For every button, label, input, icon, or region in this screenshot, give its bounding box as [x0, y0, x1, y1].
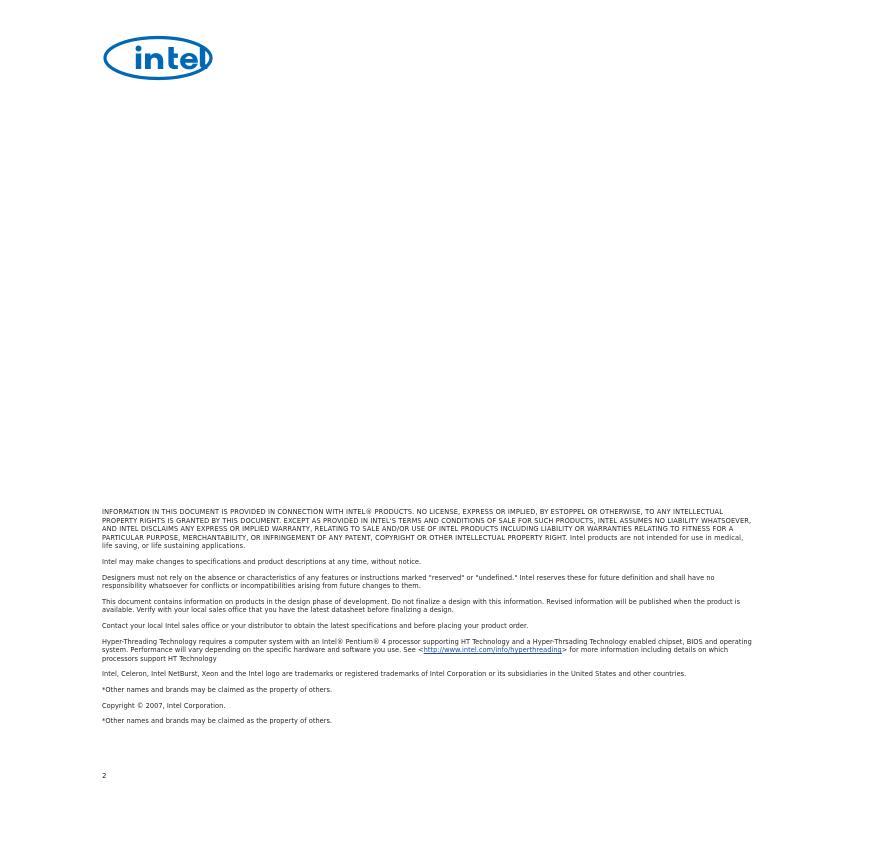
- legal-paragraph-other-names-2: *Other names and brands may be claimed as the property of others.: [102, 717, 333, 726]
- hyperthreading-text-after: > for more information including details on which processors support HT Technology: [102, 646, 729, 663]
- hyperthreading-text-before: Hyper-Threading Technology requires a computer system with an Intel® Pentium® 4 processor supporting HT Technology and a Hyper-Thrsading Technology enabled chipset, BIOS and operating system. Performance will vary depending on the specific hardware and software you use. See <: [102, 637, 752, 655]
- intel-logo: [102, 35, 214, 81]
- legal-paragraph-1: INFORMATION IN THIS DOCUMENT IS PROVIDED IN CONNECTION WITH INTEL® PRODUCTS. NO LICENSE, EXPRESS OR IMPLIED, BY ESTOPPEL OR OTHERWISE, TO ANY INTELLECTUAL PROPERTY RIGHTS IS GRANTED BY THIS DOCUMENT. EXCEPT AS PROVIDED IN INTEL'S TERMS AND CONDITIONS OF SALE FOR SUCH PRODUCTS, INTEL ASSUMES NO LIABILITY WHATSOEVER, AND INTEL DISCLAIMS ANY EXPRESS OR IMPLIED WARRANTY, RELATING TO SALE AND/OR USE OF INTEL PRODUCTS INCLUDING LIABILITY OR WARRANTIES RELATING TO FITNESS FOR A PARTICULAR PURPOSE, MERCHANTABILITY, OR INFRINGEMENT OF ANY PATENT, COPYRIGHT OR OTHER INTELLECTUAL PROPERTY RIGHT. Intel products are not intended for use in medical, life saving, or life sustaining applications.: [102, 508, 752, 551]
- legal-notice-block: [102, 508, 754, 733]
- legal-paragraph-2: Intel may make changes to specifications and product descriptions at any time, without notice.: [102, 557, 422, 566]
- hyperthreading-link[interactable]: http://www.intel.com/info/hyperthreading: [423, 646, 562, 655]
- page-number: 2: [102, 772, 107, 780]
- legal-paragraph-trademarks: Intel, Celeron, Intel NetBurst, Xeon and the Intel logo are trademarks or registered trademarks of Intel Corporation or its subsidiaries in the United States and other countries.: [102, 670, 687, 679]
- legal-paragraph-other-names-1: *Other names and brands may be claimed as the property of others.: [102, 685, 333, 694]
- legal-paragraph-5: Contact your local Intel sales office or your distributor to obtain the latest specifications and before placing your product order.: [102, 621, 529, 630]
- legal-paragraph-hyperthreading: [102, 638, 754, 664]
- legal-paragraph-copyright: Copyright © 2007, Intel Corporation.: [102, 701, 226, 710]
- legal-paragraph-4: This document contains information on products in the design phase of development. Do not finalize a design with this information. Revised information will be published when the product is available. Verify with your local sales office that you have the latest datasheet before finalizing a design.: [102, 597, 741, 615]
- legal-paragraph-3: Designers must not rely on the absence or characteristics of any features or instructions marked "reserved" or "undefined." Intel reserves these for future definition and shall have no responsibility whatsoever for conflicts or incompatibilities arising from future changes to them.: [102, 573, 715, 591]
